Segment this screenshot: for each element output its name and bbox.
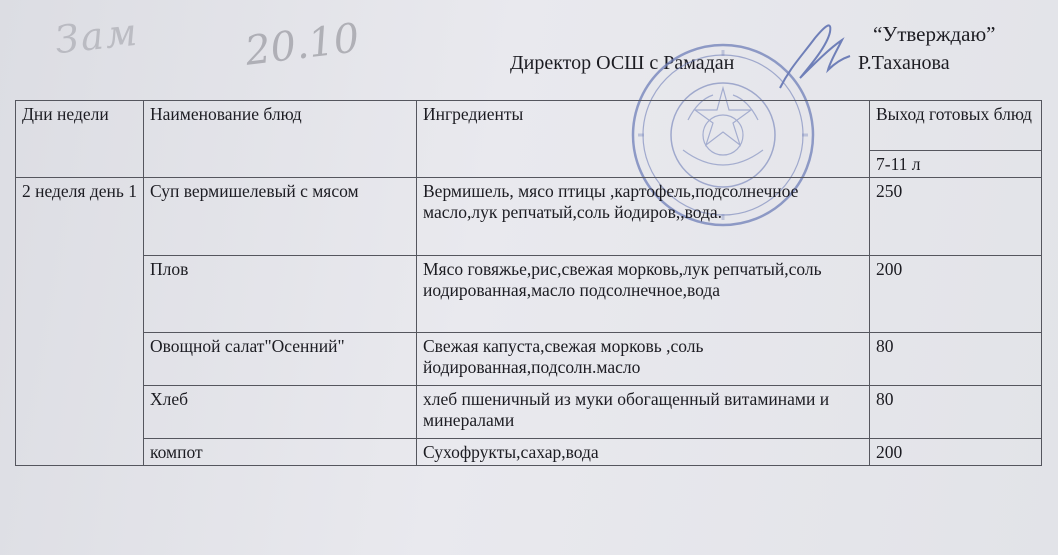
dish-cell: Хлеб	[144, 386, 417, 439]
dish-cell: компот	[144, 439, 417, 466]
handwritten-date: 20.10	[242, 15, 362, 75]
header-days: Дни недели	[16, 101, 144, 178]
table-row	[16, 333, 1042, 386]
header-dish: Наименование блюд	[144, 101, 417, 178]
table-header-row	[16, 101, 1042, 151]
ingredients-cell: Свежая капуста,свежая морковь ,соль йодированная,подсолн.масло	[417, 333, 870, 386]
yield-cell: 200	[870, 256, 1042, 333]
yield-cell: 80	[870, 386, 1042, 439]
table-row	[16, 439, 1042, 466]
ingredients-cell: Вермишель, мясо птицы ,картофель,подсолнечное масло,лук репчатый,соль йодиров,,вода.	[417, 178, 870, 256]
menu-table	[15, 100, 1042, 466]
director-label: Директор ОСШ с Рамадан	[510, 52, 735, 74]
yield-cell: 80	[870, 333, 1042, 386]
yield-cell: 250	[870, 178, 1042, 256]
handwritten-note: Зам	[52, 9, 141, 63]
ingredients-cell: Мясо говяжье,рис,свежая морковь,лук репчатый,соль иодированная,масло подсолнечное,вода	[417, 256, 870, 333]
header-age: 7-11 л	[870, 151, 1042, 178]
day-cell: 2 неделя день 1	[16, 178, 144, 466]
signer-name: Р.Таханова	[858, 52, 950, 74]
yield-cell: 200	[870, 439, 1042, 466]
ingredients-cell: Сухофрукты,сахар,вода	[417, 439, 870, 466]
approve-label: “Утверждаю”	[873, 22, 996, 46]
ingredients-cell: хлеб пшеничный из муки обогащенный витаминами и минералами	[417, 386, 870, 439]
dish-cell: Плов	[144, 256, 417, 333]
table-row	[16, 178, 1042, 256]
dish-cell: Овощной салат"Осенний"	[144, 333, 417, 386]
table-row	[16, 256, 1042, 333]
header-ingredients: Ингредиенты	[417, 101, 870, 178]
header-yield: Выход готовых блюд	[870, 101, 1042, 151]
dish-cell: Суп вермишелевый с мясом	[144, 178, 417, 256]
table-row	[16, 386, 1042, 439]
